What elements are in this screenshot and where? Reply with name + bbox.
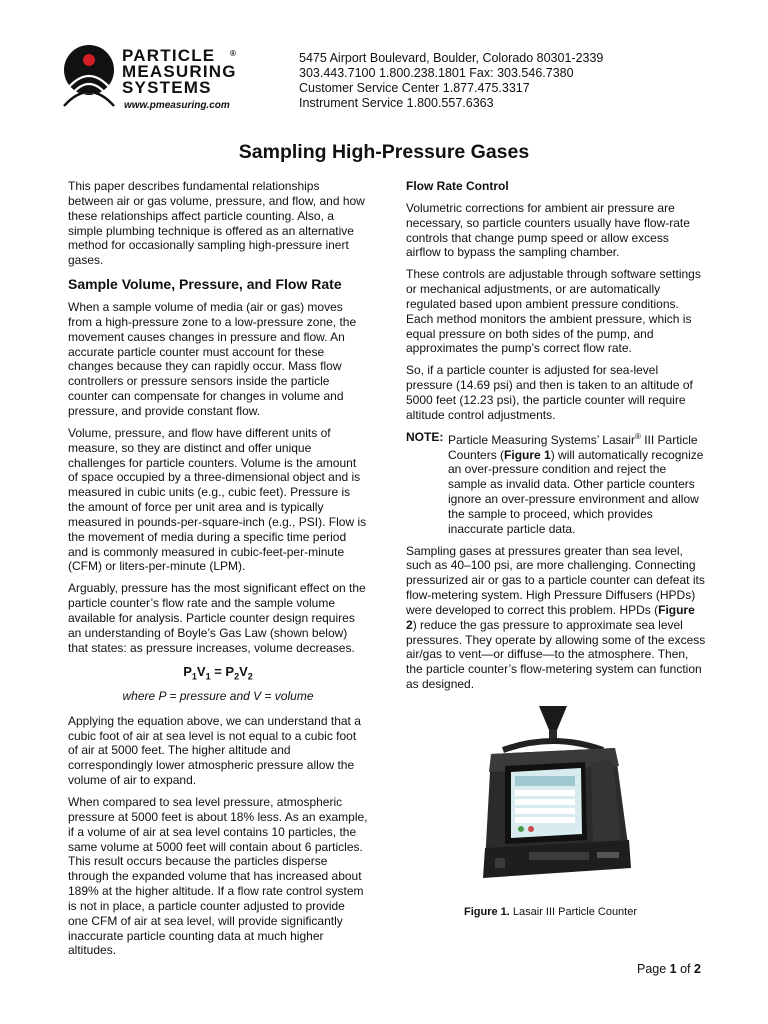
eq-symbol: P <box>183 664 192 680</box>
eq-symbol: V <box>196 664 206 680</box>
eq-subscript: 1 <box>205 672 211 683</box>
page-number <box>637 962 701 976</box>
company-logo <box>62 44 272 114</box>
logo-line-2: MEASURING <box>122 62 237 81</box>
equation-note: where P = pressure and V = volume <box>122 688 314 703</box>
body-paragraph: These controls are adjustable through software settings or mechanical adjustments, or are automatically regulated based upon ambient pressure conditions. Each method monitors the ambient pressure, which is equal pressure on both sides of the pump, and approximates the pump’s correct flow rate. <box>406 267 701 356</box>
paragraph-text: Sampling gases at pressures greater than sea level, such as 40–100 psi, are more challenging. Connecting pressurized air or gas to a particle counter can defeat its flow-metering system. High Pressure Diffusers (HPDs) were developed to correct this problem. HPDs ( <box>406 543 705 617</box>
eq-equals: = <box>210 664 226 680</box>
figure-caption-label: Figure 1. <box>464 906 510 918</box>
eq-symbol: P <box>225 664 235 680</box>
body-paragraph: Volumetric corrections for ambient air pressure are necessary, so particle counters usually have flow-rate controls that change pump speed or allow excess airflow to bypass the sampling chamber. <box>406 200 690 260</box>
eq-subscript: 2 <box>247 672 253 683</box>
instrument-service: Instrument Service 1.800.557.6363 <box>299 96 494 110</box>
boyles-law-equation <box>68 665 368 684</box>
registered-mark: ® <box>634 431 641 441</box>
eq-subscript: 1 <box>191 672 197 683</box>
left-column <box>68 179 368 965</box>
logo-wordmark <box>122 48 237 96</box>
note-label: NOTE <box>406 429 440 444</box>
section-heading: Sample Volume, Pressure, and Flow Rate <box>68 276 342 293</box>
contact-block <box>299 51 603 111</box>
figure-caption <box>464 906 637 918</box>
note-block <box>406 430 706 537</box>
page-word: Page <box>637 962 670 976</box>
page-title: Sampling High-Pressure Gases <box>238 141 530 163</box>
body-paragraph: When a sample volume of media (air or gas) moves from a high-pressure zone to a low-pressure zone, the movement causes changes in pressure and flow. An accurate particle counter must account for these changes because they can rapidly occur. Mass flow controllers or pressure sensors inside the particle counter can compensate for changes in volume and pressure, and provide constant flow. <box>68 300 357 418</box>
right-column <box>406 179 706 699</box>
logo-emblem-icon <box>62 44 120 110</box>
figure-caption-text: Lasair III Particle Counter <box>509 906 638 918</box>
eq-subscript: 2 <box>234 672 240 683</box>
note-text: ) will automatically recognize an over-pressure condition and reject the sample as invalid data. Other particle counters ignore an over-pressure environment and allow the sample to proceed, which provides inaccurate particle data. <box>448 447 704 536</box>
figure-reference: Figure 2 <box>406 602 695 632</box>
note-body <box>446 430 706 537</box>
eq-symbol: V <box>239 664 248 680</box>
paragraph-text: ) reduce the gas pressure to approximate sea level pressures. They operate by allowing some of the excess air/gas to vent—or diffuse—to the atmosphere. Then, the particle counter’s flow-metering system can function as designed. <box>406 617 706 692</box>
note-label-group <box>406 430 446 537</box>
note-text: Particle Measuring Systems’ Lasair <box>448 432 635 447</box>
body-paragraph: Applying the equation above, we can understand that a cubic foot of air at sea level is not equal to a cubic foot of air at 5000 feet. The higher altitude and correspondingly lower atmospheric pressure allow the volume of air to expand. <box>68 713 361 788</box>
figure-reference: Figure 1 <box>504 447 551 462</box>
address: 5475 Airport Boulevard, Boulder, Colorado 80301-2339 <box>299 51 604 65</box>
current-page: 1 <box>669 962 677 976</box>
body-paragraph: Arguably, pressure has the most significant effect on the particle counter’s flow rate and the sample volume available for analysis. Particle counter design requires an understanding of Boyle’s Gas Law (shown below) that states: as pressure increases, volume decreases. <box>68 581 366 655</box>
logo-line-3: SYSTEMS <box>122 78 212 97</box>
section-heading: Flow Rate Control <box>406 179 509 193</box>
body-paragraph: When compared to sea level pressure, atmospheric pressure at 5000 feet is about 18% less. As an example, if a volume of air at sea level contains 10 particles, the same volume at 5000 feet will contain about 6 particles. This result occurs because the particles disperse through the expanded volume that has increased about 189% at the higher altitude. If a flow rate control system is not in place, a particle counter adjusted to provide one CFM of air at sea level, will provide significantly inaccurate particle counting data at much higher altitudes. <box>68 794 368 958</box>
body-paragraph: Volume, pressure, and flow have different units of measure, so they are distinct and offer unique challenges for particle counters. Volume is the amount of space occupied by a three-dimensional object and is measured in cubic units (e.g., cubic feet). Pressure is the amount of force per unit area and is typically measured in pounds-per-square-inch (e.g., PSI). Flow is the movement of media during a specific time period and is commonly measured in cubic-feet-per-minute (CFM) or liters-per-minute (LPM). <box>68 425 367 574</box>
company-website[interactable]: www.pmeasuring.com <box>124 100 230 111</box>
note-colon: : <box>439 429 444 444</box>
customer-service: Customer Service Center 1.877.475.3317 <box>299 81 530 95</box>
phone-numbers: 303.443.7100 1.800.238.1801 Fax: 303.546.7380 <box>299 66 574 80</box>
note-text: III Particle Counters ( <box>448 432 698 462</box>
particle-counter-image <box>473 702 633 882</box>
body-paragraph <box>406 544 706 692</box>
total-pages: 2 <box>694 962 701 976</box>
registered-mark: ® <box>230 49 238 58</box>
of-word: of <box>676 962 694 976</box>
logo-line-1: PARTICLE <box>122 46 216 65</box>
intro-paragraph: This paper describes fundamental relationships between air or gas volume, pressure, and flow, and how these relationships affect particle counting. Also, a simple plumbing technique is offered as an alternative method for occasionally sampling high-pressure inert gases. <box>68 179 365 268</box>
body-paragraph: So, if a particle counter is adjusted for sea-level pressure (14.69 psi) and then is taken to an altitude of 5000 feet (12.23 psi), the particle counter will require altitude control adjustments. <box>406 363 693 422</box>
